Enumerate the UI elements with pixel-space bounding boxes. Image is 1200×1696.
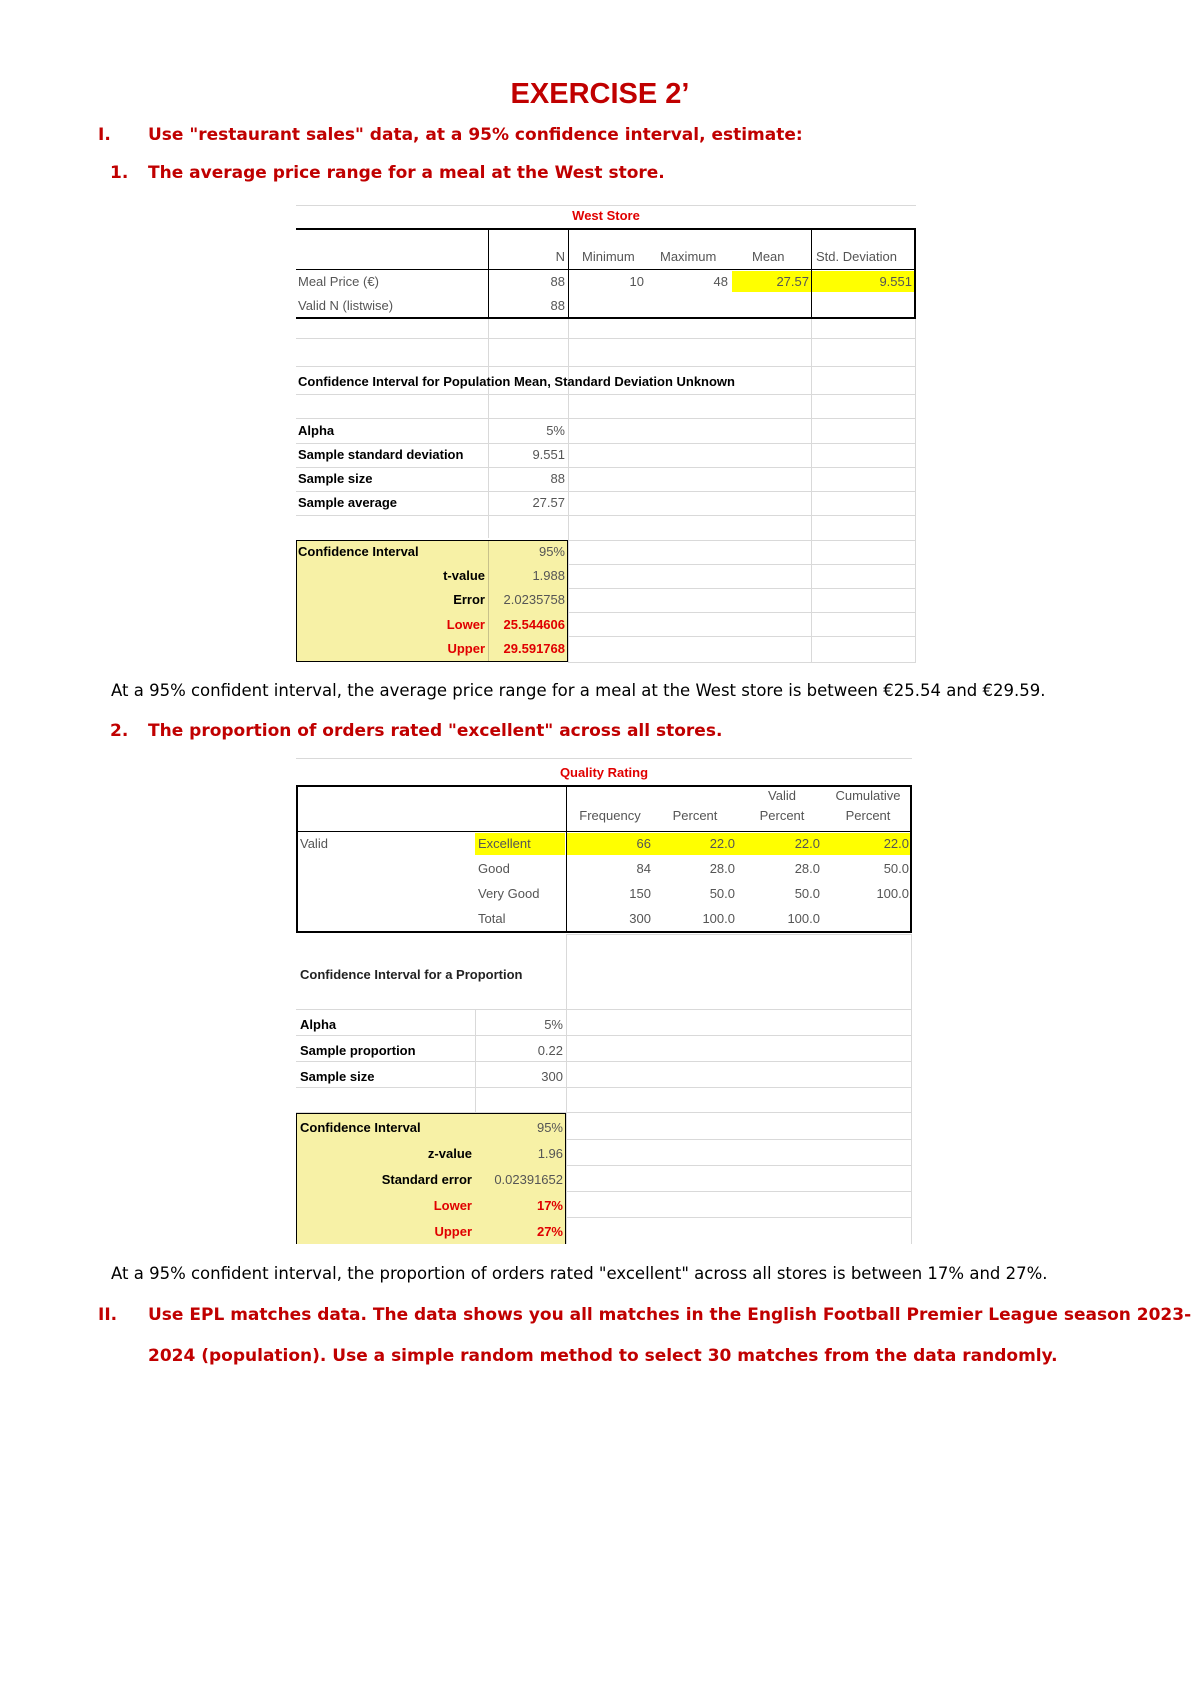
z-value: 1.96	[537, 1146, 563, 1161]
quality-cell-cumulative: 50.0	[883, 861, 909, 876]
west-header-std-deviation: Std. Deviation	[816, 249, 897, 264]
west-cell-n: 88	[550, 274, 565, 289]
lower-value: 17%	[536, 1198, 563, 1213]
error-value: 2.0235758	[503, 592, 565, 607]
answer-1: At a 95% confident interval, the average price range for a meal at the West store is between €25.54 and €29.59.	[111, 681, 1046, 700]
section-text-line-1: Use EPL matches data. The data shows you all matches in the English Football Premier League season 2023-	[148, 1305, 1192, 1325]
west-header-n: N	[555, 249, 565, 264]
param-label: Alpha	[298, 423, 335, 438]
west-ci-title: Confidence Interval for Population Mean, Standard Deviation Unknown	[298, 374, 735, 389]
west-header-maximum: Maximum	[660, 249, 717, 264]
west-cell-mean: 27.57	[776, 274, 809, 289]
quality-cell-frequency: 300	[629, 911, 651, 926]
west-cell-max: 48	[713, 274, 728, 289]
param-value: 88	[550, 471, 565, 486]
ci-level: 95%	[538, 544, 565, 559]
west-cell-n: 88	[550, 298, 565, 313]
quality-header-frequency: Frequency	[579, 808, 641, 823]
param-label: Sample average	[298, 495, 398, 510]
t-value-label: t-value	[443, 568, 485, 583]
standard-error-value: 0.02391652	[494, 1172, 563, 1187]
param-label: Sample standard deviation	[298, 447, 464, 462]
valid-label: Valid	[300, 836, 328, 851]
upper-value: 29.591768	[503, 641, 565, 656]
section-heading-2	[98, 1305, 1192, 1375]
lower-label: Lower	[433, 1198, 472, 1213]
error-label: Error	[453, 592, 485, 607]
ci-level: 95%	[536, 1120, 563, 1135]
param-value: 27.57	[532, 495, 565, 510]
quality-row-label: Very Good	[478, 886, 540, 901]
ci-label: Confidence Interval	[298, 544, 419, 559]
quality-cell-percent: 100.0	[702, 911, 735, 926]
quality-header-valid-percent: Percent	[759, 808, 805, 823]
quality-cell-cumulative: 100.0	[876, 886, 909, 901]
param-value: 300	[541, 1069, 563, 1084]
param-label: Sample size	[298, 471, 373, 486]
quality-cell-valid-percent: 50.0	[794, 886, 820, 901]
west-cell-min: 10	[629, 274, 644, 289]
upper-label: Upper	[447, 641, 485, 656]
section-text: Use "restaurant sales" data, at a 95% confidence interval, estimate:	[148, 125, 803, 145]
param-label: Alpha	[300, 1017, 337, 1032]
quality-cell-percent: 28.0	[709, 861, 735, 876]
quality-rating-title: Quality Rating	[559, 765, 649, 780]
west-row-label: Meal Price (€)	[298, 274, 379, 289]
param-label: Sample proportion	[300, 1043, 416, 1058]
param-label: Sample size	[300, 1069, 375, 1084]
quality-cell-valid-percent: 100.0	[787, 911, 820, 926]
t-value: 1.988	[532, 568, 565, 583]
quality-header-valid: Valid	[768, 788, 796, 803]
quality-row-label: Excellent	[478, 836, 531, 851]
quality-header-cumulative-percent: Percent	[845, 808, 891, 823]
west-store-title: West Store	[572, 208, 640, 223]
lower-label: Lower	[446, 617, 485, 632]
quality-ci-title: Confidence Interval for a Proportion	[300, 967, 523, 982]
question-number: 1.	[110, 163, 129, 183]
question-text: The proportion of orders rated "excellent" across all stores.	[148, 721, 723, 741]
west-row-label: Valid N (listwise)	[298, 298, 394, 313]
question-text: The average price range for a meal at the West store.	[148, 163, 665, 183]
page-title: EXERCISE 2’	[510, 78, 690, 110]
quality-cell-valid-percent: 22.0	[794, 836, 820, 851]
west-header-mean: Mean	[752, 249, 785, 264]
param-value: 5%	[546, 423, 565, 438]
quality-cell-percent: 22.0	[709, 836, 735, 851]
param-value: 0.22	[537, 1043, 563, 1058]
section-number: I.	[98, 125, 111, 145]
question-number: 2.	[110, 721, 129, 741]
quality-cell-frequency: 66	[636, 836, 651, 851]
answer-2: At a 95% confident interval, the proportion of orders rated "excellent" across all stores is between 17% and 27%.	[111, 1264, 1048, 1283]
quality-header-percent: Percent	[672, 808, 718, 823]
section-text-line-2: 2024 (population). Use a simple random method to select 30 matches from the data randomly.	[148, 1346, 1058, 1366]
upper-value: 27%	[536, 1224, 563, 1239]
quality-cell-valid-percent: 28.0	[794, 861, 820, 876]
quality-cell-percent: 50.0	[709, 886, 735, 901]
z-value-label: z-value	[427, 1146, 472, 1161]
section-number: II.	[98, 1305, 118, 1325]
quality-row-label: Total	[478, 911, 506, 926]
west-cell-sd: 9.551	[879, 274, 912, 289]
quality-row-label: Good	[478, 861, 510, 876]
param-value: 5%	[544, 1017, 563, 1032]
quality-cell-frequency: 150	[629, 886, 651, 901]
ci-label: Confidence Interval	[300, 1120, 421, 1135]
upper-label: Upper	[434, 1224, 472, 1239]
quality-cell-frequency: 84	[636, 861, 651, 876]
lower-value: 25.544606	[503, 617, 565, 632]
west-header-minimum: Minimum	[582, 249, 635, 264]
param-value: 9.551	[532, 447, 565, 462]
standard-error-label: Standard error	[381, 1172, 472, 1187]
quality-header-cumulative: Cumulative	[835, 788, 901, 803]
quality-cell-cumulative: 22.0	[883, 836, 909, 851]
